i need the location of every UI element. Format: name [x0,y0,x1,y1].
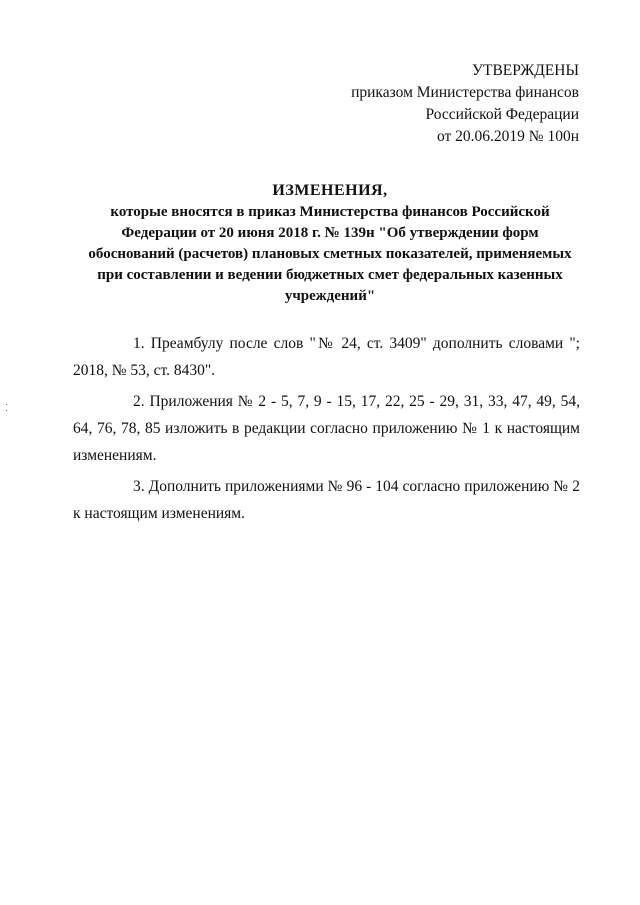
approval-line-country: Российской Федерации [425,106,579,123]
amendment-item [73,473,580,527]
title-main: ИЗМЕНЕНИЯ, [272,182,388,199]
approval-heading: УТВЕРЖДЕНЫ [472,62,579,79]
amendment-number: 3. [133,478,145,495]
amendment-text: Преамбулу после слов "№ 24, ст. 3409" дополнить словами "; 2018, № 53, ст. 8430". [73,335,580,379]
title-subtitle-line: при составлении и ведении бюджетных смет федеральных казенных [97,267,563,283]
title-subtitle-line: которые вносятся в приказ Министерства финансов Российской [110,204,550,220]
amendment-text: Дополнить приложениями № 96 - 104 согласно приложению № 2 к настоящим изменениям. [73,478,580,522]
title-subtitle-line: обоснований (расчетов) плановых сметных показателей, применяемых [88,246,572,262]
approval-stamp [259,60,579,148]
amendment-text: Приложения № 2 - 5, 7, 9 - 15, 17, 22, 25 - 29, 31, 33, 47, 49, 54, 64, 76, 78, 85 изложить в редакции согласно приложению № 1 к настоящим изменениям. [73,393,581,464]
title-subtitle [80,202,580,307]
approval-line-order: приказом Министерства финансов [351,84,579,101]
scan-artifact [6,404,7,405]
amendments-list [73,330,580,531]
scan-artifact [6,410,7,411]
document-title [80,180,580,307]
amendment-number: 2. [133,393,145,410]
amendment-item [73,388,580,469]
amendment-item [73,330,580,384]
title-subtitle-line: Федерации от 20 июня 2018 г. № 139н "Об утверждении форм [121,225,539,241]
approval-line-date: от 20.06.2019 № 100н [436,128,579,145]
amendment-number: 1. [133,335,145,352]
title-subtitle-line: учреждений" [284,288,376,304]
